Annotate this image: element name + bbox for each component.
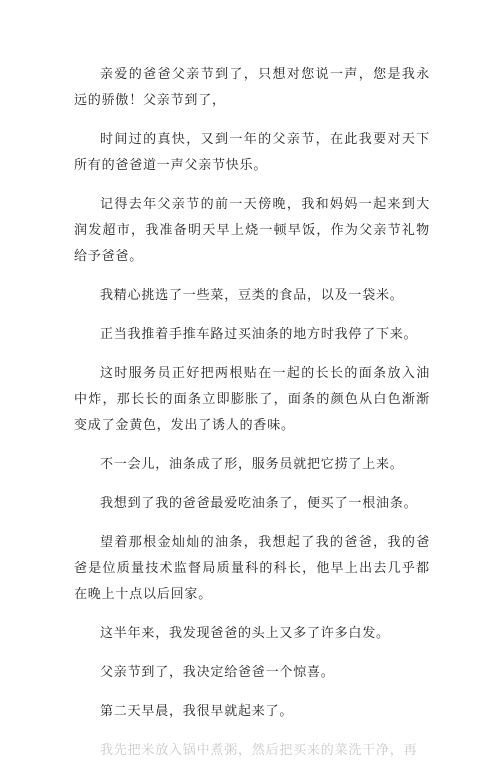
paragraph-8: 我想到了我的爸爸最爱吃油条了，便买了一根油条。 [100, 496, 418, 511]
paragraph-10: 这半年来，我发现爸爸的头上又多了许多白发。 [100, 626, 390, 641]
cut-off-paragraph: 我先把米放入锅中煮粥，然后把买来的菜洗干净，再 [100, 743, 418, 758]
paragraph-2: 时间过的真快，又到一年的父亲节，在此我要对天下所有的爸爸道一声父亲节快乐。 [74, 132, 430, 173]
paragraph-11: 父亲节到了，我决定给爸爸一个惊喜。 [100, 665, 335, 680]
paragraph-12: 第二天早晨，我很早就起来了。 [100, 704, 294, 719]
paragraph-3: 记得去年父亲节的前一天傍晚，我和妈妈一起来到大润发超市，我准备明天早上烧一顿早饭，作为父亲节礼物给予爸爸。 [74, 197, 430, 264]
paragraph-7: 不一会儿，油条成了形，服务员就把它捞了上来。 [100, 457, 404, 472]
paragraph-6: 这时服务员正好把两根贴在一起的长长的面条放入油中炸，那长长的面条立即膨胀了，面条的颜色从白色渐渐变成了金黄色，发出了诱人的香味。 [74, 366, 430, 433]
paragraph-1: 亲爱的爸爸父亲节到了，只想对您说一声，您是我永远的骄傲！父亲节到了， [74, 67, 430, 108]
paragraph-9: 望着那根金灿灿的油条，我想起了我的爸爸，我的爸爸是位质量技术监督局质量科的科长，他早上出去几乎都在晚上十点以后回家。 [74, 535, 430, 602]
paragraph-4: 我精心挑选了一些菜，豆类的食品，以及一袋米。 [100, 288, 404, 303]
article-body [74, 62, 430, 760]
paragraph-5: 正当我推着手推车路过买油条的地方时我停了下来。 [100, 327, 418, 342]
